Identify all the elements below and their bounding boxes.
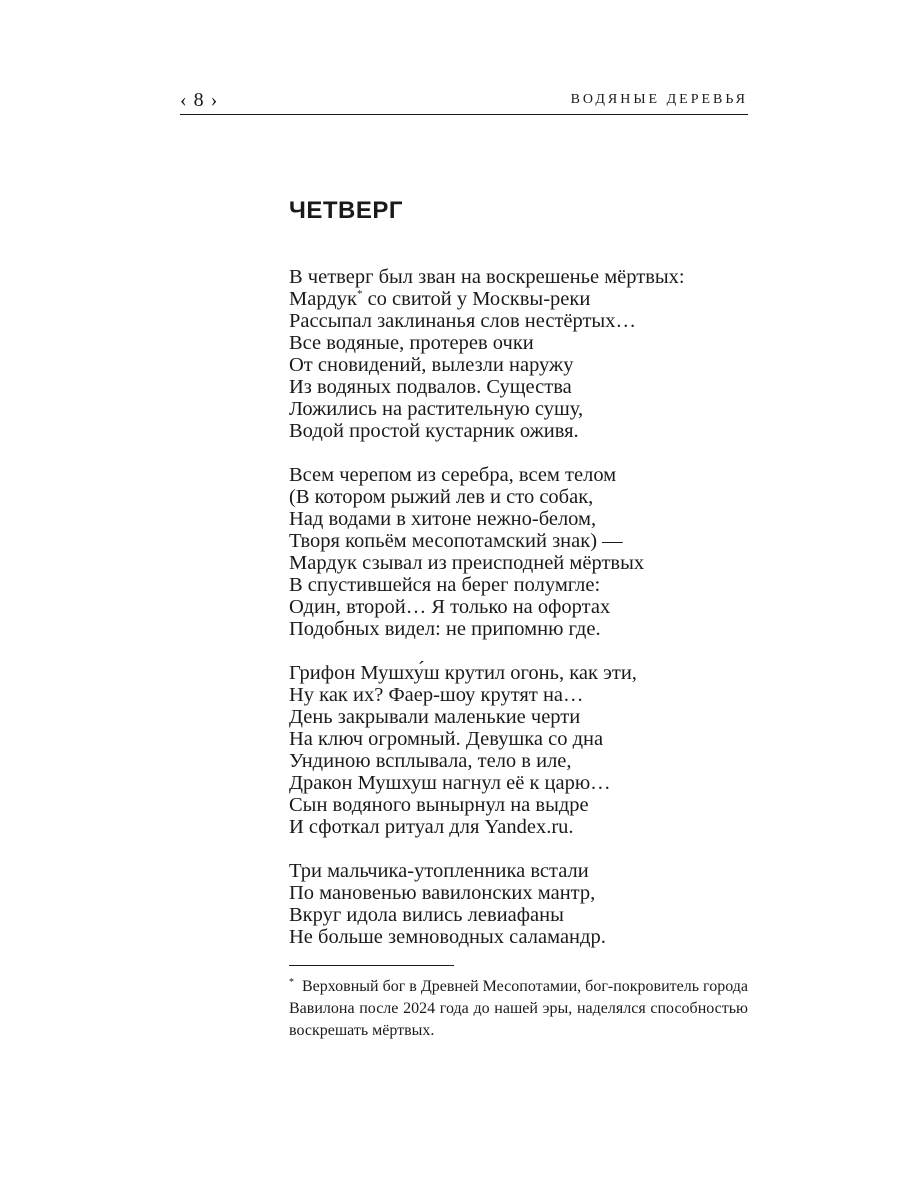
poem-line: От сновидений, вылезли наружу: [289, 354, 574, 376]
poem-line-rest: со свитой у Москвы-реки: [367, 288, 591, 310]
poem-line: Грифон Мушху́ш крутил огонь, как эти,: [289, 662, 637, 684]
poem-line: Ложились на растительную сушу,: [289, 398, 584, 420]
footnote: [289, 976, 748, 1042]
poem-line: В спустившейся на берег полумгле:: [289, 574, 601, 596]
poem-line: Ундиною всплывала, тело в иле,: [289, 750, 572, 772]
poem-title: ЧЕТВЕРГ: [289, 197, 403, 224]
poem-line: По мановенью вавилонских мантр,: [289, 882, 596, 904]
poem-line: Рассыпал заклинанья слов нестёртых…: [289, 310, 636, 332]
poem-line: Вкруг идола вились левиафаны: [289, 904, 564, 926]
poem-line: [289, 288, 749, 310]
footnote-divider: [289, 965, 454, 966]
poem-line: Из водяных подвалов. Существа: [289, 376, 572, 398]
poem-line: В четверг был зван на воскрешенье мёртвых:: [289, 266, 685, 288]
poem-line-word: Мардук: [289, 288, 357, 310]
poem-line: Не больше земноводных саламандр.: [289, 926, 606, 948]
footnote-mark: *: [289, 976, 294, 988]
poem-line: Сын водяного вынырнул на выдре: [289, 794, 589, 816]
running-title: ВОДЯНЫЕ ДЕРЕВЬЯ: [570, 92, 748, 107]
stanza-1: [289, 266, 749, 442]
page-header: [180, 88, 748, 115]
poem-line: На ключ огромный. Девушка со дна: [289, 728, 604, 750]
poem-line: Подобных видел: не припомню где.: [289, 618, 601, 640]
stanza-3: [289, 662, 749, 838]
poem-line: И сфоткал ритуал для Yandex.ru.: [289, 816, 574, 838]
poem-line: Все водяные, протерев очки: [289, 332, 534, 354]
footnote-text: Верховный бог в Древней Месопотамии, бог-покровитель города Вавилона после 2024 года до нашей эры, наделялся способностью воскрешать мёртвых.: [289, 978, 748, 1039]
page-number: ‹ 8 ›: [180, 89, 219, 111]
poem-line: Над водами в хитоне нежно-белом,: [289, 508, 597, 530]
poem-line: Дракон Мушхуш нагнул её к царю…: [289, 772, 611, 794]
stanza-2: [289, 464, 749, 640]
poem-line: Водой простой кустарник оживя.: [289, 420, 579, 442]
footnote-reference: *: [356, 288, 363, 301]
poem-line: Ну как их? Фаер-шоу крутят на…: [289, 684, 584, 706]
poem-line: Творя копьём месопотамский знак) —: [289, 530, 623, 552]
poem-line: Три мальчика-утопленника встали: [289, 860, 589, 882]
poem-line: Всем черепом из серебра, всем телом: [289, 464, 617, 486]
poem-line: Мардук сзывал из преисподней мёртвых: [289, 552, 645, 574]
poem-line: Один, второй… Я только на офортах: [289, 596, 611, 618]
poem-body: [289, 266, 749, 970]
stanza-4: [289, 860, 749, 948]
poem-line: (В котором рыжий лев и сто собак,: [289, 486, 594, 508]
poem-line: День закрывали маленькие черти: [289, 706, 581, 728]
